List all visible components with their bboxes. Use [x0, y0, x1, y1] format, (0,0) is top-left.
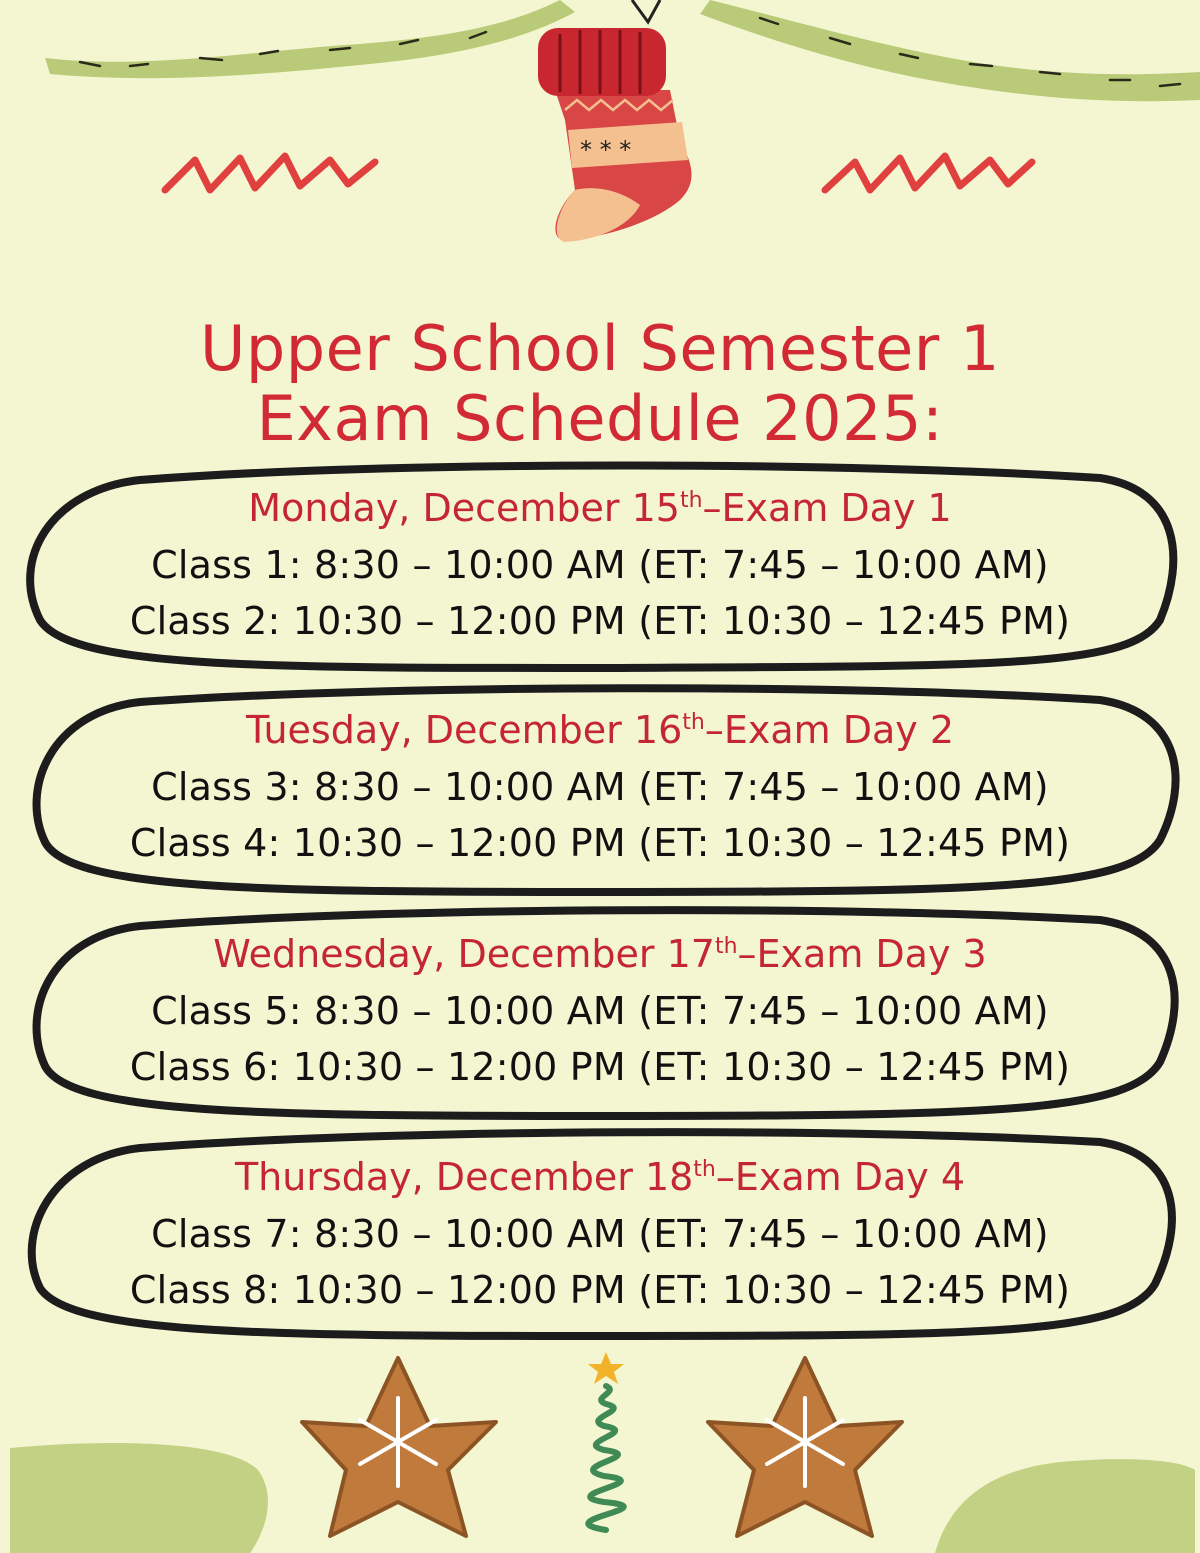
- day-date-suffix: th: [679, 488, 703, 513]
- zigzag-icon: [825, 156, 1032, 190]
- day-date-suffix: th: [682, 710, 705, 735]
- gingerbread-star-icon: [708, 1358, 902, 1536]
- day-date: Thursday, December 18: [234, 1155, 694, 1199]
- zigzag-icon: [165, 156, 375, 190]
- exam-day-label: –Exam Day 4: [715, 1155, 966, 1199]
- gingerbread-star-icon: [302, 1358, 496, 1536]
- day-date: Wednesday, December 17: [213, 932, 715, 976]
- class-time-line: Class 7: 8:30 – 10:00 AM (ET: 7:45 – 10:00 AM): [151, 1212, 1049, 1256]
- christmas-tree-icon: [588, 1352, 624, 1530]
- stocking-icon: [538, 0, 692, 242]
- day-date: Monday, December 15: [248, 486, 680, 530]
- exam-day-label: –Exam Day 3: [737, 932, 987, 976]
- mound-shape: [10, 1443, 268, 1553]
- exam-day-label: –Exam Day 2: [704, 708, 954, 752]
- exam-day-block: [0, 705, 1200, 871]
- day-heading: [0, 929, 1200, 983]
- mound-shape: [935, 1459, 1195, 1553]
- day-date: Tuesday, December 16: [246, 708, 683, 752]
- class-time-line: Class 1: 8:30 – 10:00 AM (ET: 7:45 – 10:00 AM): [151, 543, 1049, 587]
- day-heading: [0, 483, 1200, 537]
- class-time-line: Class 5: 8:30 – 10:00 AM (ET: 7:45 – 10:00 AM): [151, 989, 1049, 1033]
- day-date-suffix: th: [714, 934, 738, 959]
- exam-day-label: –Exam Day 1: [702, 486, 952, 530]
- class-time-line: Class 2: 10:30 – 12:00 PM (ET: 10:30 – 12:45 PM): [129, 599, 1071, 643]
- class-time-line: Class 6: 10:30 – 12:00 PM (ET: 10:30 – 12:45 PM): [129, 1045, 1071, 1089]
- exam-day-block: [0, 929, 1200, 1095]
- class-time-line: Class 3: 8:30 – 10:00 AM (ET: 7:45 – 10:00 AM): [151, 765, 1049, 809]
- class-time-line: Class 8: 10:30 – 12:00 PM (ET: 10:30 – 12:45 PM): [129, 1268, 1071, 1312]
- class-time-line: Class 4: 10:30 – 12:00 PM (ET: 10:30 – 12:45 PM): [129, 821, 1071, 865]
- svg-text:* * *: * * *: [580, 136, 632, 164]
- title-line-2: Exam Schedule 2025:: [256, 381, 944, 455]
- exam-day-block: [0, 483, 1200, 649]
- exam-day-block: [0, 1152, 1200, 1318]
- day-heading: [0, 705, 1200, 759]
- page-title: [0, 311, 1200, 455]
- garland-icon: [45, 0, 575, 78]
- garland-icon: [700, 0, 1200, 101]
- title-line-1: Upper School Semester 1: [200, 311, 1000, 385]
- day-heading: [0, 1152, 1200, 1206]
- day-date-suffix: th: [693, 1157, 716, 1182]
